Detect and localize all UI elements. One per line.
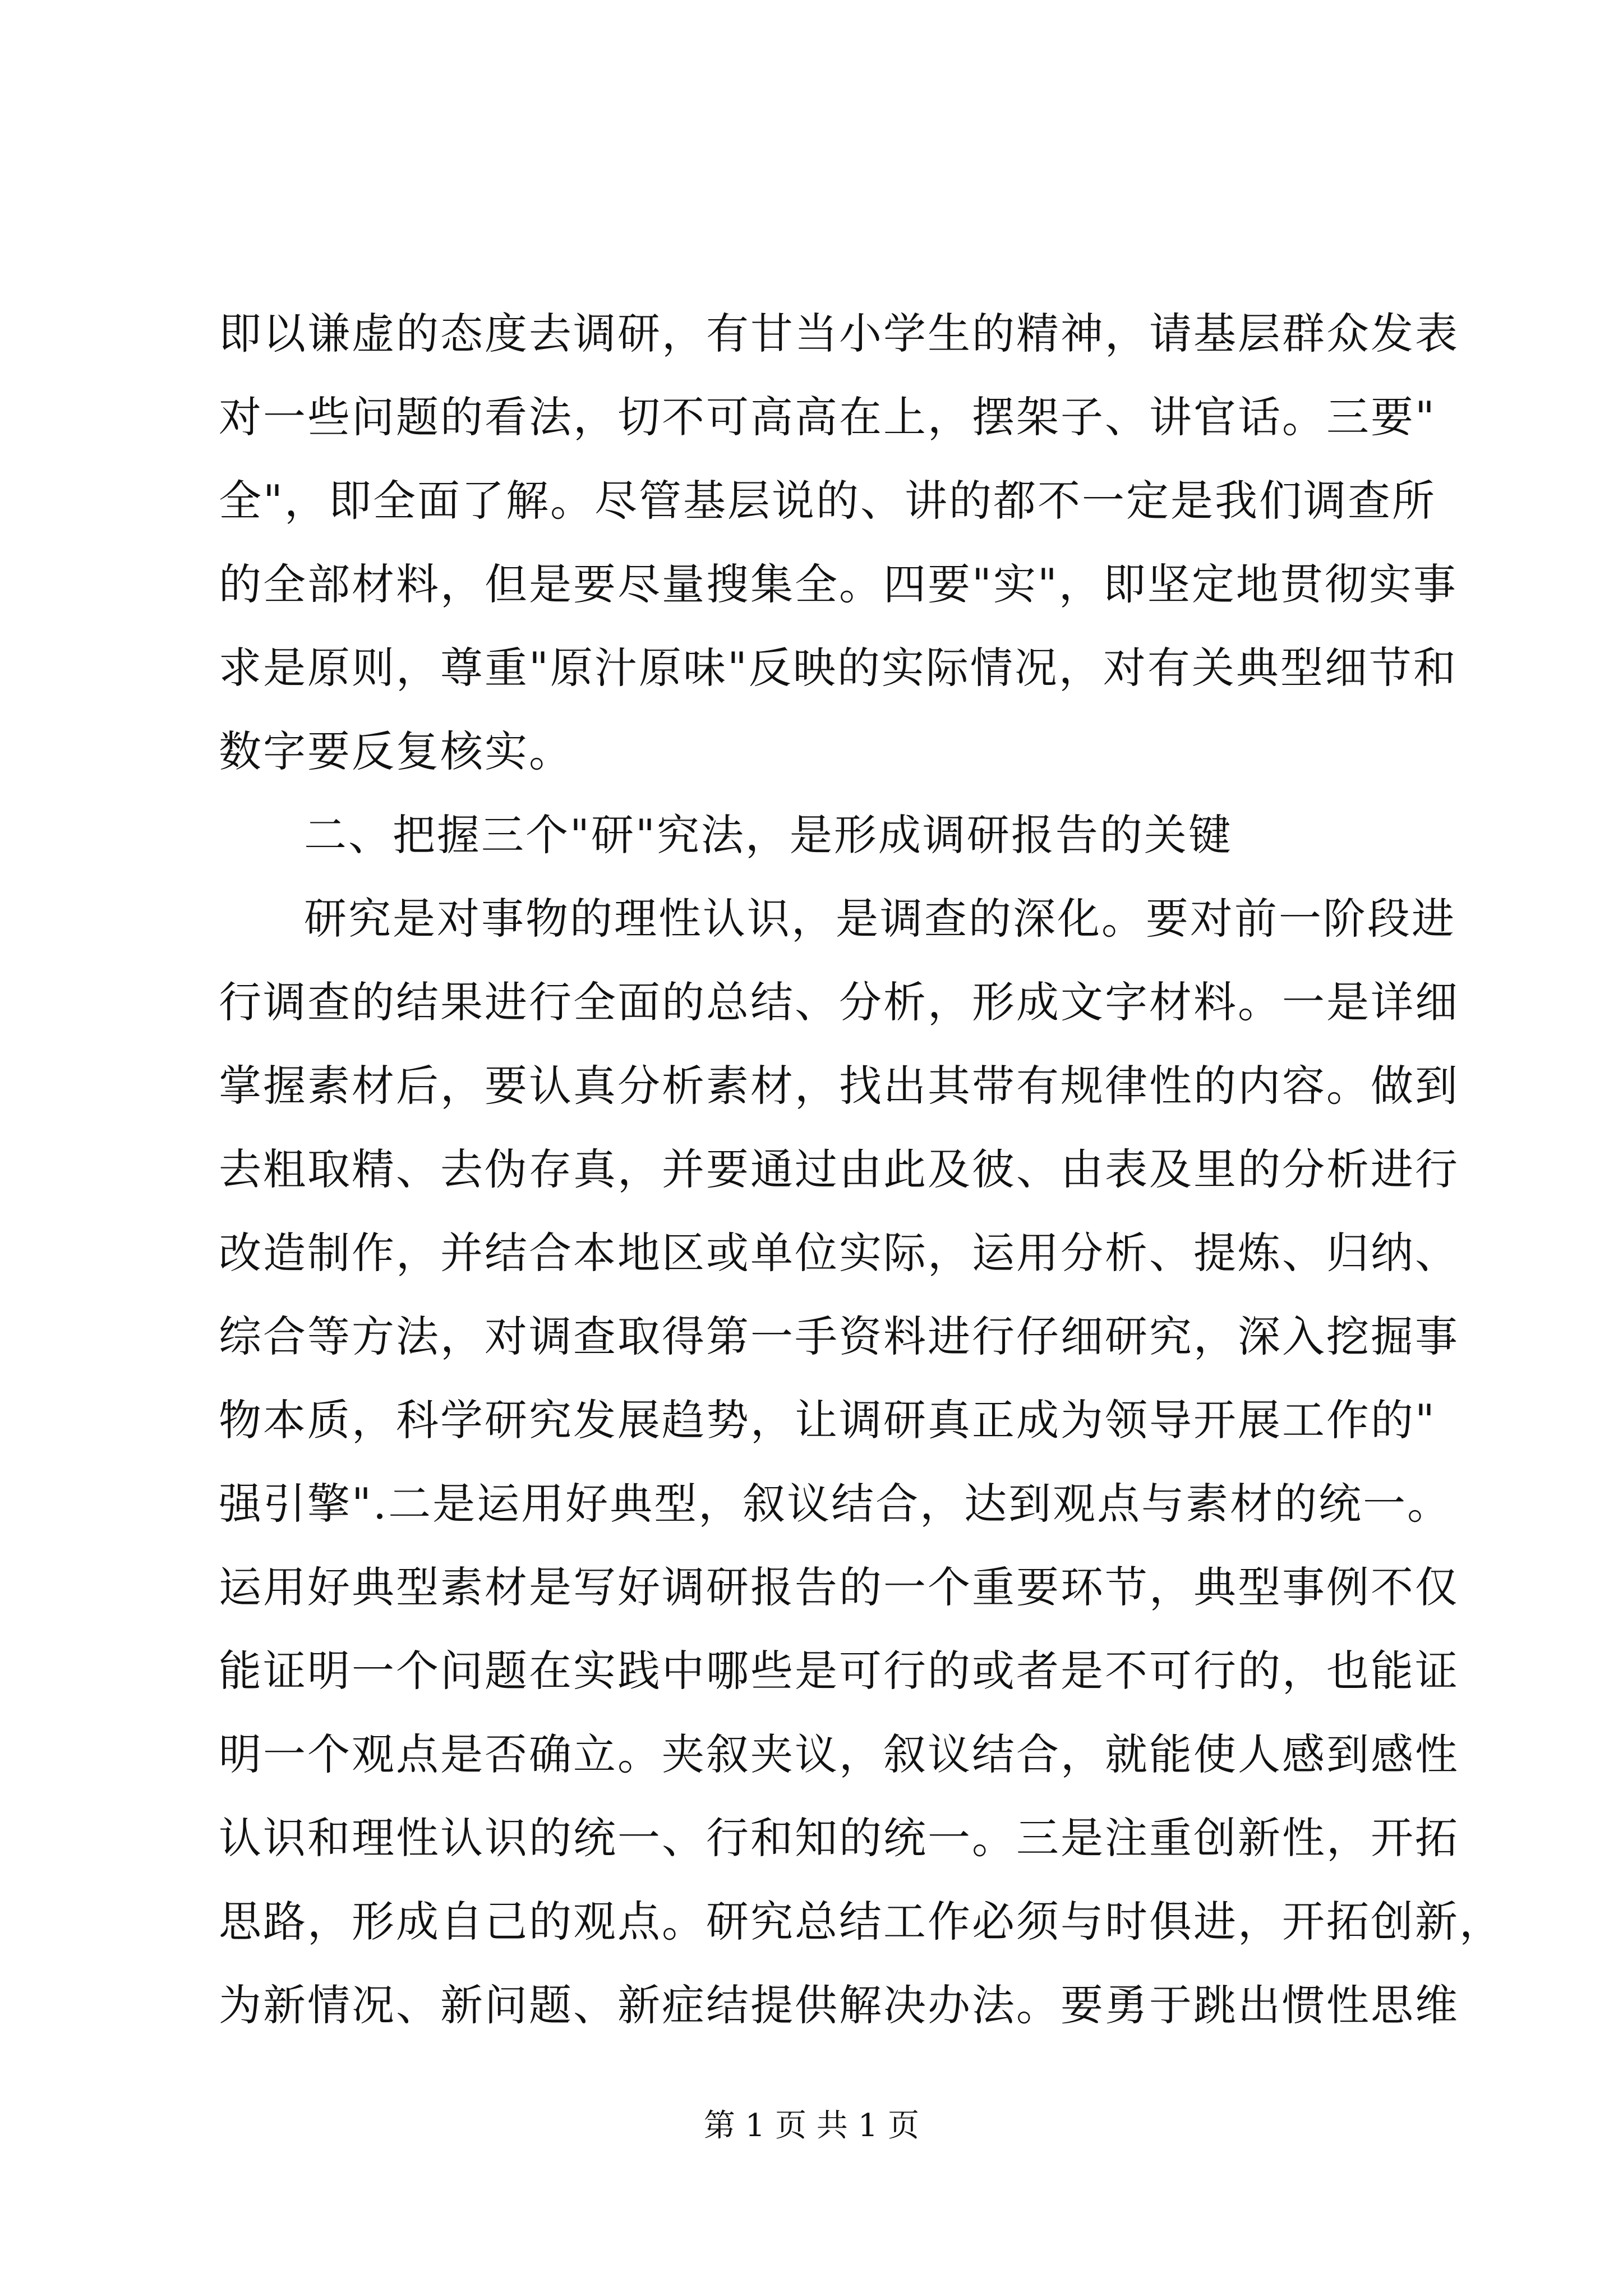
text-line: 思路，形成自己的观点。研究总结工作必须与时俱进，开拓创新，: [219, 1897, 1504, 1947]
text-line: 对一些问题的看法，切不可高高在上，摆架子、讲官话。三要": [219, 392, 1436, 442]
paragraph-first-line: 研究是对事物的理性认识，是调查的深化。要对前一阶段进: [304, 894, 1456, 944]
text-line: 物本质，科学研究发展趋势，让调研真正成为领导开展工作的": [219, 1395, 1436, 1445]
text-line: 能证明一个问题在实践中哪些是可行的或者是不可行的，也能证: [219, 1646, 1459, 1696]
body-text: [219, 292, 1504, 2047]
page-footer: 第 1 页 共 1 页: [703, 2108, 920, 2144]
text-line: 去粗取精、去伪存真，并要通过由此及彼、由表及里的分析进行: [219, 1144, 1459, 1194]
text-line: 求是原则，尊重"原汁原味"反映的实际情况，对有关典型细节和: [219, 643, 1458, 693]
section-heading: 二、把握三个"研"究法，是形成调研报告的关键: [304, 810, 1233, 860]
text-line: 即以谦虚的态度去调研，有甘当小学生的精神，请基层群众发表: [219, 309, 1459, 358]
text-line: 的全部材料，但是要尽量搜集全。四要"实"，即坚定地贯彻实事: [219, 559, 1458, 609]
text-line: 改造制作，并结合本地区或单位实际，运用分析、提炼、归纳、: [219, 1228, 1459, 1278]
text-line: 全"，即全面了解。尽管基层说的、讲的都不一定是我们调查所: [219, 476, 1436, 526]
text-line: 运用好典型素材是写好调研报告的一个重要环节，典型事例不仅: [219, 1562, 1459, 1612]
text-line: 强引擎".二是运用好典型，叙议结合，达到观点与素材的统一。: [219, 1479, 1452, 1529]
text-line: 认识和理性认识的统一、行和知的统一。三是注重创新性，开拓: [219, 1813, 1459, 1863]
text-line: 明一个观点是否确立。夹叙夹议，叙议结合，就能使人感到感性: [219, 1729, 1459, 1779]
text-line: 为新情况、新问题、新症结提供解决办法。要勇于跳出惯性思维: [219, 1980, 1459, 2030]
text-line: 数字要反复核实。: [219, 726, 573, 776]
text-line: 综合等方法，对调查取得第一手资料进行仔细研究，深入挖掘事: [219, 1312, 1459, 1361]
text-line: 掌握素材后，要认真分析素材，找出其带有规律性的内容。做到: [219, 1061, 1459, 1111]
text-line: 行调查的结果进行全面的总结、分析，形成文字材料。一是详细: [219, 977, 1459, 1027]
